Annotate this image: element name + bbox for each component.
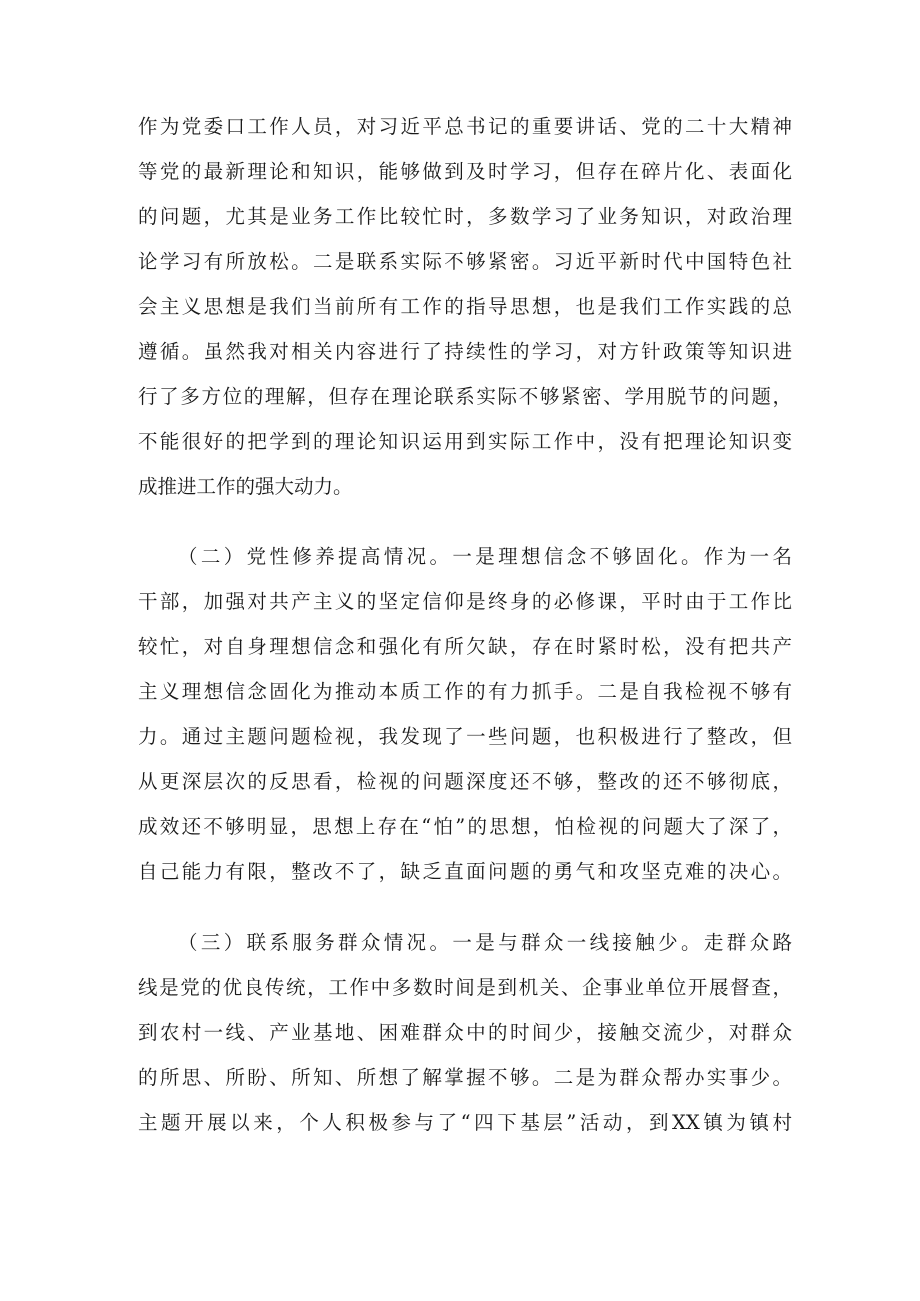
paragraph-line: 成效还不够明显，思想上存在“怕”的思想，怕检视的问题大了深了， [138, 815, 792, 838]
paragraph-line: 自己能力有限，整改不了，缺乏直面问题的勇气和攻坚克难的决心。 [138, 860, 792, 883]
paragraph-line: 成推进工作的强大动力。 [138, 475, 353, 498]
paragraph-line: 主义理想信念固化为推动本质工作的有力抓手。二是自我检视不够有 [138, 680, 792, 703]
paragraph-line: 干部，加强对共产主义的坚定信仰是终身的必修课，平时由于工作比 [138, 590, 792, 613]
paragraph-line: （二）党性修养提高情况。一是理想信念不够固化。作为一名 [178, 545, 792, 568]
paragraph-line: 等党的最新理论和知识，能够做到及时学习，但存在碎片化、表面化 [138, 160, 792, 183]
paragraph-line: 较忙，对自身理想信念和强化有所欠缺，存在时紧时松，没有把共产 [138, 635, 792, 658]
paragraph-line: 的所思、所盼、所知、所想了解掌握不够。二是为群众帮办实事少。 [138, 1066, 792, 1089]
paragraph-line: （三）联系服务群众情况。一是与群众一线接触少。走群众路 [178, 931, 792, 954]
paragraph-line: 力。通过主题问题检视，我发现了一些问题，也积极进行了整改，但 [138, 725, 792, 748]
paragraph-line: 到农村一线、产业基地、困难群众中的时间少，接触交流少，对群众 [138, 1021, 792, 1044]
paragraph-line: 论学习有所放松。二是联系实际不够紧密。习近平新时代中国特色社 [138, 250, 792, 273]
paragraph-line: 主题开展以来，个人积极参与了“四下基层”活动，到XX镇为镇村 [138, 1111, 792, 1134]
paragraph-line: 线是党的优良传统，工作中多数时间是到机关、企事业单位开展督查， [138, 976, 792, 999]
paragraph-line: 不能很好的把学到的理论知识运用到实际工作中，没有把理论知识变 [138, 430, 792, 453]
paragraph-line: 会主义思想是我们当前所有工作的指导思想，也是我们工作实践的总 [138, 295, 792, 318]
paragraph-line: 遵循。虽然我对相关内容进行了持续性的学习，对方针政策等知识进 [138, 340, 792, 363]
paragraph-line: 从更深层次的反思看，检视的问题深度还不够，整改的还不够彻底， [138, 770, 792, 793]
paragraph-line: 作为党委口工作人员，对习近平总书记的重要讲话、党的二十大精神 [138, 115, 792, 138]
paragraph-line: 行了多方位的理解，但存在理论联系实际不够紧密、学用脱节的问题， [138, 385, 792, 408]
paragraph-line: 的问题，尤其是业务工作比较忙时，多数学习了业务知识，对政治理 [138, 205, 792, 228]
